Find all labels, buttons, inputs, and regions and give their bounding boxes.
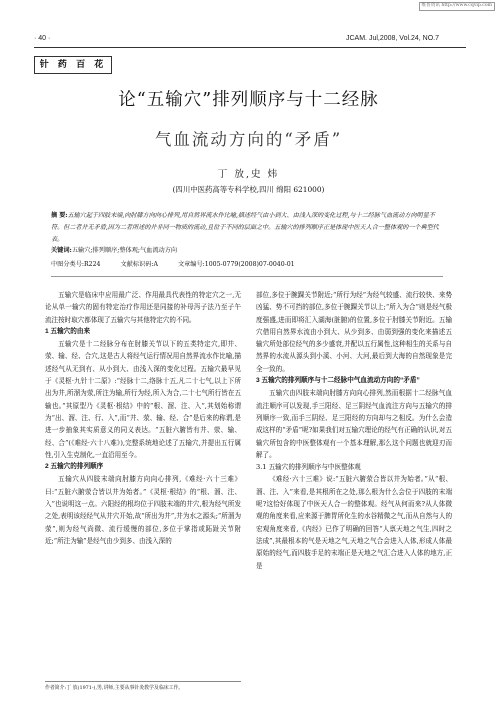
authors: 丁 放,史 炜 [217,169,280,180]
abstract-label: 摘 要: [51,212,68,219]
section-heading: 3 五输穴的排列顺序与十二经脉中气血流动方向的“矛盾” [256,377,420,385]
author-footnote: 作者简介:丁 放(1971-),男,讲师,主要从事针灸教学及临床工作。 [45,681,241,691]
body-paragraph: 五输穴是临床中应用最广泛、作用最具代表性的特定穴之一,无论从单一输穴的固有特定治疗作用还是同接的补母泻子法乃至子午流注按时取穴都体现了五输穴与其他特定穴的不同。 [45,291,241,324]
article-meta [51,259,443,268]
meta-rule [51,276,443,277]
article-subtitle: 气血流动方向的“矛盾” [154,130,343,149]
section-heading: 3.1 五输穴的排列顺序与中医整体观 [256,463,361,472]
section-heading: 1 五输穴的由来 [45,327,91,335]
journal-header: JCAM. Jul,2008, Vol.24, NO.7 [346,35,439,42]
body-left-column [45,289,241,547]
watermark: 维普资讯 http://www.cqvip.com [419,2,495,11]
body-paragraph: 五输穴是十二经脉分布在肘膝关节以下的五类特定穴,即井、荥、输、经、合穴,这是古人将经气运行情况用自然界流水作比喻,描述经气从无到有、从小到大、由浅入深的变化过程。五输穴最早见于《灵枢·九针十二原》:“经脉十二,络脉十五,凡二十七气,以上下所出为井,所溜为荥,所注为输,所行为经,所入为合,二十七气所行皆在五输也。”其原型乃《灵枢·根结》中的“根、溜、注、入”,其划始称谓为“出、溜、注、行、入”,而“井、荥、输、经、合”是后来的称谓,是进一步抽象其实质意义的同义表达。“五脏六腑皆有井、荥、输、经、合”(《难经·六十八难》),完整系统地论述了五输穴,并提出五行属性,引入生克制化,一直沿用至今。 [45,340,241,459]
section-tag: 针 药 百 花 [34,56,112,74]
body-paragraph: 部位,多位于腕踝关节附近;“所行为经”为经气较盛、流行较快、来势凶猛、势不可挡的部位,多位于腕踝关节以上;“所入为合”则是经气极度强盛,进而即将汇入湖海(脏腑)的位置,多位于肘膝关节附近。五输穴借用自然界水流由小到大、从少到多、由弱到强的变化来描述五输穴所处部位经气的多少盛衰,并配以五行属性,这种相生的关系与自然界的水流从源头到小溪、小河、大河,最后到大海的自然现象是完全一致的。 [256,291,452,373]
header-rule [34,47,466,48]
page-number: · 40 · [34,35,51,42]
body-paragraph: 《难经·六十三难》说:“五脏六腑荥合皆以井为始者。”从“根、溜、注、入”来看,是其根所在之处,那么根为什么会位于四肢的末端呢?这恰好体现了中医天人合一的整体观。经气从何而来?从人体微观的角度来看,应来源于脾胃所化生的水谷精微之气,而从自然与人的宏观角度来看,《内经》已作了明确的回答“人禀天地之气生,四时之法成”,其最根本的气是天地之气,天地之气合会进入人体,形成人体最原始的经气,而四肢手足的末端正是天地之气汇合进入人体的地方,正是 [256,475,452,570]
body-paragraph: 五输穴从四肢末端向肘膝方向向心排列,《难经·六十三难》曰:“五脏六腑荥合皆以井为始者。”《灵枢·根结》的“根、溜、注、入”也说明这一点。六阳经的根均位于四肢末端的井穴,根为经气所发之处,表明该经经气从井穴开始,故“所出为井”,井为水之源头;“所溜为荥”,则为经气尚微、流行缓慢的部位,多位于掌指或跖趾关节附近;“所注为输”是经气由少到多、由浅入深的 [45,475,241,545]
article-title: 论“五输穴”排列顺序与十二经脉 [118,90,379,110]
article-id: 文章编号:1005-0779(2008)07-0040-01 [177,261,295,268]
keywords-label: 关键词: [51,247,72,254]
body-paragraph: 五输穴由四肢末端向肘膝方向向心排列,然而根据十二经脉气血流注顺序可以发现,手三阳经、足三阴经气血流注方向与五输穴的排列顺序一致,而手三阴经、足三阳经的方向却与之相反。为什么会造成这样的“矛盾”呢?如果我们对五输穴理论的经气有正确的认识,对五输穴所包含的中医整体观有一个基本理解,那么这个问题也就迎刃而解了。 [256,389,452,459]
body-right-column [256,289,452,572]
keywords-text: 五输穴;排列顺序;整体观;气血流动方向 [71,247,178,254]
keywords [51,245,443,254]
affiliation: (四川中医药高等专科学校,四川 绵阳 621000) [172,185,325,194]
clc-number: 中图分类号:R224 [51,261,101,268]
section-heading: 2 五输穴的排列顺序 [45,463,104,471]
document-code: 文献标识码:A [120,261,158,268]
abstract [51,210,443,246]
abstract-text: 五输穴起于四肢末端,向肘膝方向向心排列,用自然界流水作比喻,描述经气由小到大、由浅入深的变化过程,与十二经脉气血流动方向明显不符。但二者并无矛盾,因为二者所述的并非同一物质的流动,且位于不同的层面之中。五输穴的排列顺序正是体现中医天人合一整体观的一个典型代表。 [51,212,439,243]
